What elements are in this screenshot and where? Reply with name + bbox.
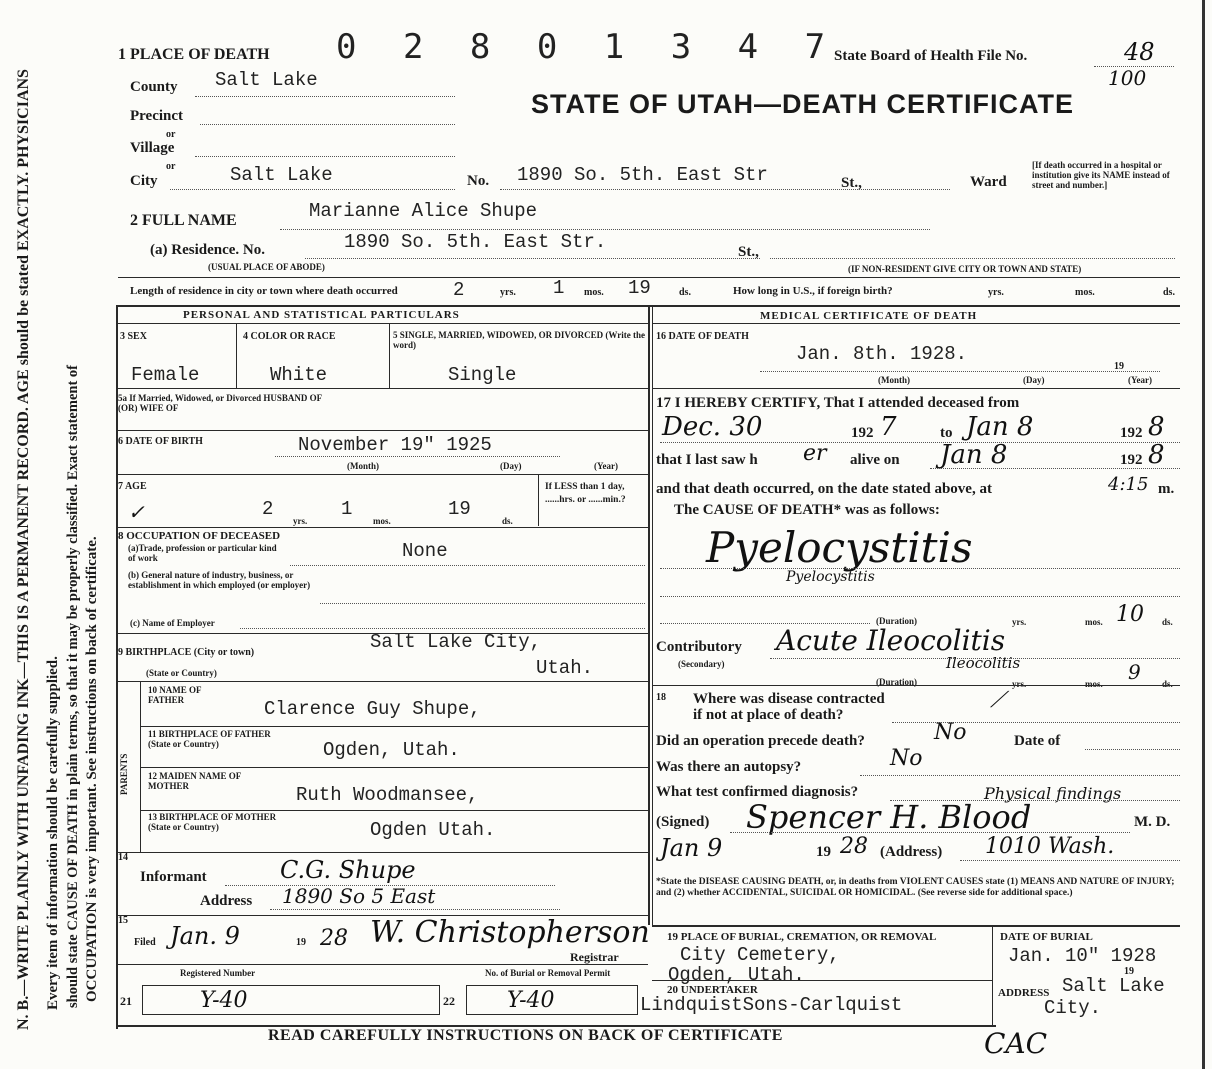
street-no-label: No. (467, 173, 490, 189)
father-name: Clarence Guy Shupe, (264, 698, 481, 720)
signature-date: Jan 9 (660, 834, 723, 862)
full-name-value: Marianne Alice Shupe (309, 200, 538, 222)
cause-footnote: *State the DISEASE CAUSING DEATH, or, in deaths from VIOLENT CAUSES state (1) MEANS AND NATURE OF INJURY; and (2) whether ACCIDENTAL, SUICIDAL OR HOMICIDAL. (See reverse side for additional space.) (656, 877, 1175, 898)
age-months: 1 (341, 498, 353, 520)
side-instruction-4: OCCUPATION is very important. See instructions on back of certificate. (84, 536, 100, 1002)
dob-value: November 19" 1925 (298, 434, 492, 456)
death-certificate: N. B.—WRITE PLAINLY WITH UNFADING INK—THIS IS A PERMANENT RECORD. AGE should be stated EXACTLY. PHYSICIANS Every item of information should be carefully supplied. should state CAUSE OF DEATH in plain terms, so that it may be properly classified. Exact statement of OCCUPATION is very important. See instructions on back of certificate. 1 PLACE OF DEATH 0 2 8 0 1 3 4 7 State Board of Health File No. 48 100 STATE OF UTAH—DEATH CERTIFICATE County Salt Lake Precinct or Village or City Salt Lake No. 1890 So. 5th. East Str St., Ward [If death occurred in a hospital or institution give its NAME instead of street and number.] 2 FULL NAME Marianne Alice Shupe (a) Residence. No. 1890 So. 5th. East Str. St., (USUAL PLACE OF ABODE) (IF NON-RESIDENT GIVE CITY OR TOWN AND STATE) Length of residence in city or town where death occurred 2 yrs. 1 mos. 19 ds. How long in U.S., if foreign birth? yrs. mos. ds. PERSONAL AND STATISTICAL PARTICULARS MEDICAL CERTIFICATE OF DEATH 3 SEX 4 COLOR OR RACE 5 SINGLE, MARRIED, WIDOWED, OR DIVORCED (Write the word) Female White Single 5a If Married, Widowed, or Divorced HUSBAND OF (OR) WIFE OF 6 DATE OF BIRTH November 19" 1925 (Month) (Day) (Year) 7 AGE ✓ 2 yrs. 1 mos. 19 ds. If LESS than 1 day, ......hrs. or ......min.? 8 OCCUPATION OF DECEASED (a)Trade, profession or particular kind of work None (b) General nature of industry, business, or establishment in which employed (or employer) (c) Name of Employer 9 BIRTHPLACE (City or town) (State or Country) Salt Lake City, Utah. PARENTS 10 NAME OF FATHER Clarence Guy Shupe, 11 BIRTHPLACE OF FATHER (State or Country) Ogden, Utah. 12 MAIDEN NAME OF MOTHER Ruth Woodmansee, 13 BIRTHPLACE OF MOTHER (State or Country) Ogden Utah. 14 Informant C.G. Shupe Address 1890 So 5 East 15 Filed Jan. 9 19 28 W. Christopherson Registrar Registered Number No. of Burial or Removal Permit 21 Y-40 22 Y-40 16 DATE OF DEATH Jan. 8th. 1928. 19 (Month) (Day) (Year) 17 I HEREBY CERTIFY, That I attended deceased from Dec. 30 192 7 to Jan 8 192 8 that I last saw h er alive on Jan 8 192 8 and that death occurred, on the date stated above, at 4:15 m. The CAUSE OF DEATH* was as follows: Pyelocystitis Pyelocystitis (Duration) yrs. mos. 10 ds. Contributory (Secondary) Acute Ileocolitis Ileocolitis (Duration) yrs. mos. 9 ds. 18 Where was disease contracted if not at place of death? ⟋ Did an operation precede death? No Date of Was there an autopsy? No What test confirmed diagnosis? Physical findings (Signed) Spencer H. Blood M. D. Jan 9 19 28 (Address) 1010 Wash. *State the DISEASE CAUSING DEATH, or, in deaths from VIOLENT CAUSES state (1) MEANS AND NATURE OF INJURY; and (2) whether ACCIDENTAL, SUICIDAL OR HOMICIDAL. (See reverse side for additional space.) 19 PLACE OF BURIAL, CREMATION, OR REMOVAL City Cemetery, Ogden, Utah. DATE OF BURIAL Jan. 10" 1928 19 20 UNDERTAKER LindquistSons-Carlquist ADDRESS Salt Lake City. READ CAREFULLY INSTRUCTIONS ON BACK OF CERTIFICATE CAC (0, 0, 1212, 1069)
mother-birthplace: Ogden Utah. (370, 819, 496, 841)
age-years: 2 (262, 498, 274, 520)
village-label: Village (130, 140, 175, 156)
side-instruction-1: N. B.—WRITE PLAINLY WITH UNFADING INK—THIS IS A PERMANENT RECORD. AGE should be stated EXACTLY. PHYSICIANS (15, 69, 32, 1030)
residence-value: 1890 So. 5th. East Str. (344, 231, 607, 253)
registered-number: Y-40 (200, 988, 248, 1013)
read-instructions: READ CAREFULLY INSTRUCTIONS ON BACK OF CERTIFICATE (268, 1027, 783, 1044)
autopsy-value: No (890, 746, 923, 771)
informant-address: 1890 So 5 East (282, 884, 436, 908)
birthplace-state: Utah. (536, 657, 594, 679)
father-birthplace: Ogden, Utah. (323, 739, 460, 761)
burial-permit-number: Y-40 (507, 988, 555, 1013)
informant-label: Informant (140, 869, 207, 885)
sex-value: Female (131, 364, 200, 386)
last-saw-date: Jan 8 (940, 440, 1008, 470)
street-value: 1890 So. 5th. East Str (517, 164, 768, 186)
medical-section-title: MEDICAL CERTIFICATE OF DEATH (760, 310, 978, 322)
time-of-death: 4:15 (1108, 474, 1149, 495)
physician-address: 1010 Wash. (985, 834, 1115, 859)
place-of-death-label: 1 PLACE OF DEATH (118, 46, 270, 63)
ward-label: Ward (970, 174, 1007, 190)
cause-of-death-label: The CAUSE OF DEATH* was as follows: (674, 502, 940, 518)
birthplace-city: Salt Lake City, (370, 631, 542, 653)
occupation-value: None (402, 540, 448, 562)
physician-signature: Spencer H. Blood (746, 798, 1032, 836)
cause-of-death: Pyelocystitis (706, 523, 973, 572)
burial-date: Jan. 10" 1928 (1008, 945, 1157, 967)
file-no-sub: 100 (1108, 66, 1147, 90)
filed-date: Jan. 9 (170, 922, 240, 950)
parents-label: PARENTS (119, 753, 129, 795)
diagnosis-test: Physical findings (984, 784, 1122, 803)
operation-value: No (934, 720, 967, 745)
contributory-label: Contributory (656, 639, 742, 655)
contributory-duration: 9 (1128, 660, 1141, 684)
county-value: Salt Lake (215, 69, 318, 91)
marital-value: Single (448, 364, 517, 386)
precinct-label: Precinct (130, 108, 184, 124)
attended-from: Dec. 30 (662, 412, 763, 442)
burial-place: City Cemetery, (680, 944, 840, 966)
informant-signature: C.G. Shupe (280, 856, 416, 884)
city-label: City (130, 173, 158, 189)
certificate-title: STATE OF UTAH—DEATH CERTIFICATE (531, 89, 1074, 119)
color-value: White (270, 364, 328, 386)
cause-duration: 10 (1116, 602, 1144, 627)
county-label: County (130, 79, 178, 95)
side-instruction-3: should state CAUSE OF DEATH in plain terms, so that it may be properly classified. Exact statement of (65, 365, 81, 1008)
burial-place-city: Ogden, Utah. (668, 964, 805, 986)
informant-address-label: Address (200, 893, 253, 909)
contributory-cause: Acute Ileocolitis (776, 624, 1006, 657)
file-no-value: 48 (1124, 38, 1155, 66)
cause-of-death-note: Pyelocystitis (786, 569, 875, 585)
certificate-number: 0 2 8 0 1 3 4 7 (336, 27, 839, 67)
registrar-signature: W. Christopherson (370, 915, 650, 950)
full-name-label: 2 FULL NAME (130, 212, 237, 229)
file-no-label: State Board of Health File No. (834, 48, 1028, 64)
undertaker-name: LindquistSons-Carlquist (640, 994, 903, 1016)
filed-year: 28 (320, 926, 348, 951)
certify-statement: 17 I HEREBY CERTIFY, That I attended deceased from (656, 395, 1020, 411)
date-of-death: Jan. 8th. 1928. (796, 343, 968, 365)
attended-to: Jan 8 (966, 412, 1034, 442)
age-days: 19 (448, 498, 471, 520)
undertaker-address-city: City. (1044, 997, 1102, 1019)
clerk-initials: CAC (984, 1027, 1048, 1060)
mother-name: Ruth Woodmansee, (296, 784, 479, 806)
residence-label: (a) Residence. No. (150, 242, 265, 258)
city-value: Salt Lake (230, 164, 333, 186)
undertaker-address: Salt Lake (1062, 975, 1165, 997)
length-residence-label: Length of residence in city or town where death occurred (130, 285, 398, 297)
personal-section-title: PERSONAL AND STATISTICAL PARTICULARS (183, 309, 460, 321)
side-instruction-2: Every item of information should be carefully supplied. (45, 656, 61, 1010)
ward-note: [If death occurred in a hospital or institution give its NAME instead of street and number.] (1032, 160, 1170, 190)
